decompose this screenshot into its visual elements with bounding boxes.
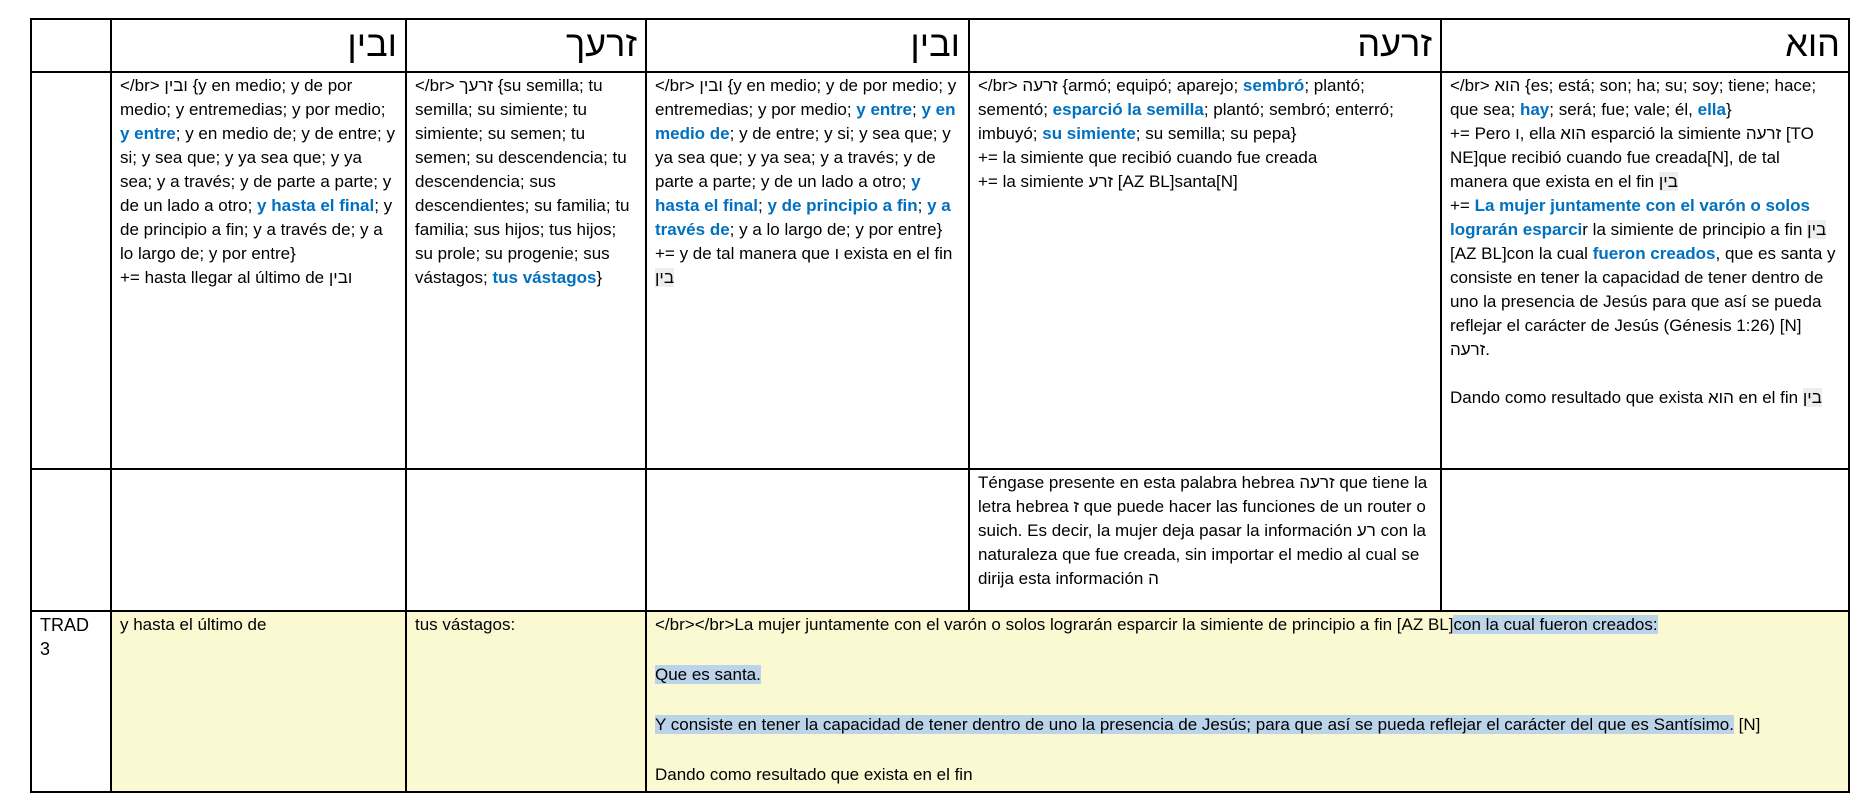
text-segment: ; y en medio de; y de entre; y si; y sea que; y ya sea que; y ya sea; y a través; y de parte a parte; y de un lado a otro; [120, 124, 400, 215]
text-segment: Téngase presente en esta palabra hebrea זרעה que tiene la letra hebrea ז que puede hacer las funciones de un router o suich. Es decir, la mujer deja pasar la información רע con la naturaleza que fue creada, sin importar el medio al cual se dirija esta información ה [978, 473, 1432, 588]
text-segment: </br> זרעך {su semilla; tu semilla; su simiente; tu simiente; su semen; tu semen; su descendencia; tu descendencia; sus descendientes; su familia; tu familia; sus hijos; tus hijos; su prole; su progenie; sus vástagos; [415, 76, 635, 287]
paragraph [1450, 386, 1840, 410]
paragraph [1450, 74, 1840, 122]
paragraph [415, 613, 637, 637]
text-segment-hebhl: בין [1802, 388, 1822, 407]
paragraph [655, 74, 960, 242]
paragraph [120, 74, 400, 266]
text-segment: ; [917, 196, 928, 215]
header-cell-hu: הוא [1441, 19, 1849, 72]
text-segment: [AZ BL]con la cual [1450, 220, 1831, 263]
text-segment-blue: y en medio de [655, 100, 961, 143]
paragraph [415, 74, 637, 290]
text-segment: ; y de principio a fin; y a través de; y a lo largo de; y por entre} [120, 196, 397, 263]
text-segment: ; será; fue; vale; él, [1549, 100, 1698, 119]
paragraph [655, 242, 960, 290]
paragraph [978, 170, 1432, 194]
text-segment-blue: y a través de [655, 196, 956, 239]
dictionary-row [31, 72, 1849, 469]
dict-cell-ubin-1 [111, 72, 406, 469]
note-cell-empty-4 [646, 469, 969, 611]
text-segment [1450, 364, 1455, 383]
paragraph [1450, 362, 1840, 386]
trad3-cell-ubin-1 [111, 611, 406, 792]
text-segment: += la simiente זרע [AZ BL]santa[N] [978, 172, 1238, 191]
header-cell-ubin-2: ובין [646, 19, 969, 72]
text-segment-blue: sembró [1242, 76, 1305, 95]
text-segment-blue: hay [1519, 100, 1550, 119]
dict-cell-zarah [969, 72, 1441, 469]
text-segment: ; [757, 196, 768, 215]
text-segment-blue: y entre [120, 124, 176, 143]
note-cell-empty-2 [111, 469, 406, 611]
paragraph [655, 713, 1840, 737]
text-segment: } [1725, 100, 1732, 119]
text-segment: , que es santa y consiste en tener la capacidad de tener dentro de uno la presencia de Jesús para que así se pueda reflejar el carácter de Jesús (Génesis 1:26) [N] זרעה. [1450, 244, 1841, 359]
text-segment-hl: Y consiste en tener la capacidad de tener dentro de uno la presencia de Jesús; para que así se pueda reflejar el carácter del que es Santísimo. [655, 715, 1734, 734]
text-segment: ; y de entre; y si; y sea que; y ya sea que; y ya sea; y a través; y de parte a parte; y de un lado a otro; [655, 124, 956, 191]
dict-cell-zarecha [406, 72, 646, 469]
text-segment: ; su semilla; su pepa} [1135, 124, 1297, 143]
text-segment: tus vástagos: [415, 615, 516, 634]
text-segment: } [596, 268, 603, 287]
header-cell-empty [31, 19, 111, 72]
note-cell-empty-1 [31, 469, 111, 611]
dict-cell-hu [1441, 72, 1849, 469]
trad3-row [31, 611, 1849, 792]
paragraph [978, 471, 1432, 591]
paragraph [1450, 122, 1840, 194]
text-segment: ; plantó; sementó; [978, 76, 1370, 119]
paragraph [655, 663, 1840, 687]
text-segment-blue: y entre [856, 100, 913, 119]
header-cell-zarah: זרעה [969, 19, 1441, 72]
text-segment: += la simiente que recibió cuando fue creada [978, 148, 1318, 167]
text-segment: += [1450, 196, 1475, 215]
trad3-cell-zarecha [406, 611, 646, 792]
note-cell-empty-3 [406, 469, 646, 611]
paragraph [655, 613, 1840, 637]
dict-cell-ubin-2 [646, 72, 969, 469]
text-segment-blue: fueron creados [1592, 244, 1716, 263]
paragraph [655, 763, 1840, 787]
text-segment: += hasta llegar al último de ובין [120, 268, 353, 287]
note-cell-zarah [969, 469, 1441, 611]
header-cell-ubin-1: ובין [111, 19, 406, 72]
text-segment-hebhl: בין [1658, 172, 1678, 191]
note-row [31, 469, 1849, 611]
text-segment: y hasta el último de [120, 615, 267, 634]
dict-row-label-cell [31, 72, 111, 469]
table-header-row [31, 19, 1849, 72]
paragraph [1450, 194, 1840, 362]
note-cell-empty-6 [1441, 469, 1849, 611]
text-segment-hl: con la cual fueron creados: [1453, 615, 1658, 634]
paragraph [120, 266, 397, 290]
text-segment: </br> הוא {es; está; son; ha; su; soy; tiene; hace; que sea; [1450, 76, 1821, 119]
text-segment-blue: y hasta el final [257, 196, 375, 215]
translation-table [30, 18, 1850, 793]
text-segment: r la simiente de principio a fin [1582, 220, 1808, 239]
text-segment-blue: ella [1697, 100, 1726, 119]
text-segment: ; [912, 100, 922, 119]
text-segment-hebhl: בין [1807, 220, 1827, 239]
text-segment: += y de tal manera que ו exista en el fin [655, 244, 958, 263]
text-segment: </br> ובין {y en medio; y de por medio; y entremedias; y por medio; [120, 76, 391, 119]
text-segment-blue: tus vástagos [492, 268, 597, 287]
paragraph [978, 146, 1432, 170]
text-segment: [N] [1733, 715, 1761, 734]
text-segment: ; y a lo largo de; y por entre} [729, 220, 943, 239]
text-segment: Dando como resultado que exista הוא en el fin [1450, 388, 1803, 407]
text-segment: </br> זרעה {armó; equipó; aparejo; [978, 76, 1243, 95]
text-segment-blue: esparció la semilla [1052, 100, 1204, 119]
text-segment-blue: su simiente [1042, 124, 1136, 143]
text-segment-hl: Que es santa. [655, 665, 761, 684]
text-segment-blue: y hasta el final [655, 172, 926, 215]
trad3-row-label: TRAD 3 [31, 611, 111, 792]
text-segment: ; plantó; sembró; enterró; imbuyó; [978, 100, 1399, 143]
text-segment: </br> ובין {y en medio; y de por medio; y entremedias; y por medio; [655, 76, 961, 119]
text-segment: Dando como resultado que exista en el fin [655, 765, 973, 784]
text-segment-hebhl: בין [655, 268, 675, 287]
trad3-cell-merged-translation [646, 611, 1849, 792]
text-segment: </br></br>La mujer juntamente con el varón o solos lograrán esparcir la simiente de principio a fin [AZ BL] [655, 615, 1454, 634]
header-cell-zarecha: זרעך [406, 19, 646, 72]
text-segment-blue: La mujer juntamente con el varón o solos lograrán esparci [1450, 196, 1815, 239]
paragraph [120, 613, 397, 637]
paragraph [978, 74, 1432, 146]
text-segment-blue: y de principio a fin [767, 196, 918, 215]
text-segment: += Pero ו, ella הוא esparció la simiente זרעה [TO NE]que recibió cuando fue creada[N], de tal manera que exista en el fin [1450, 124, 1819, 191]
